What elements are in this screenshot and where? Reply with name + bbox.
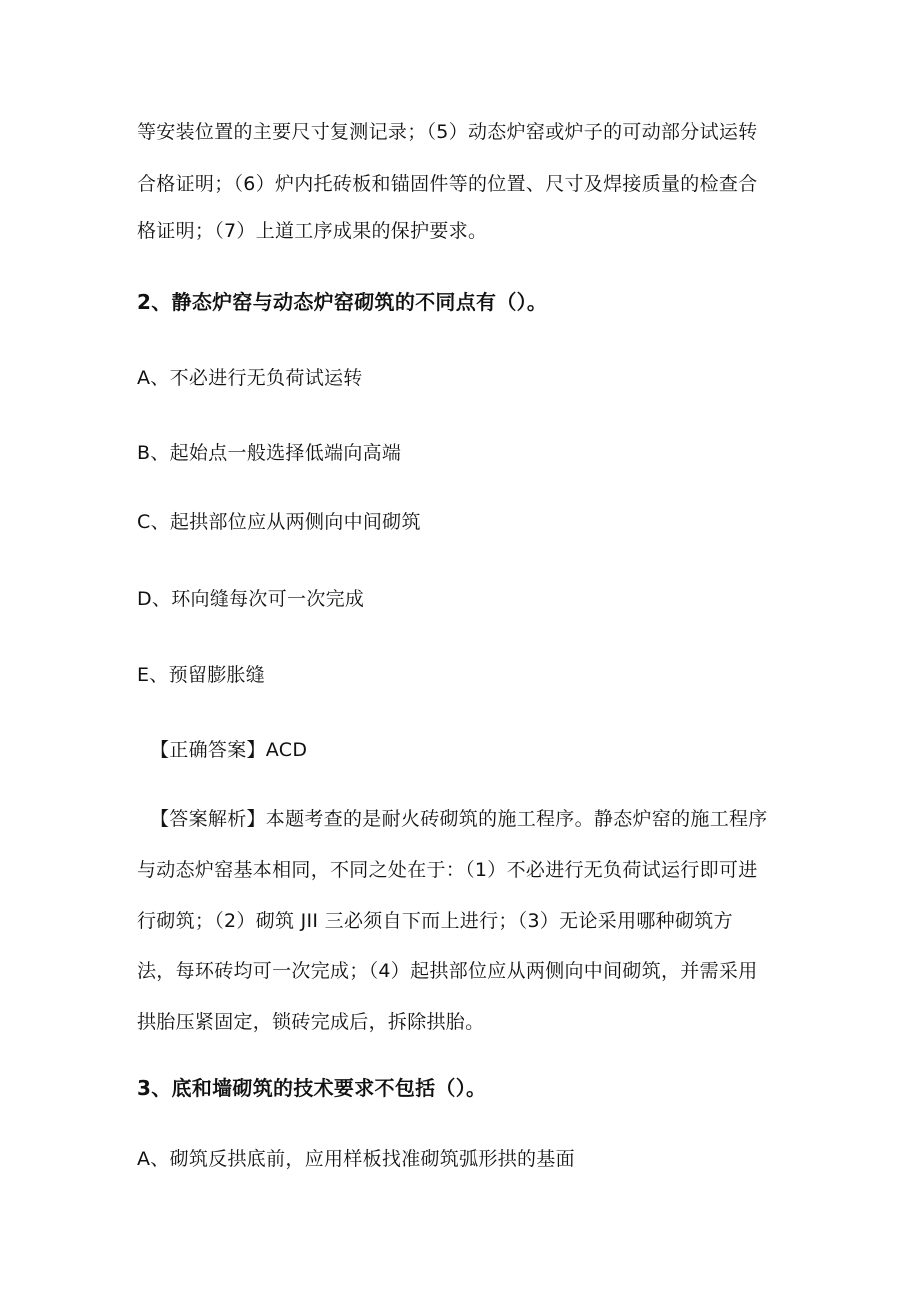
intro-line-3: 格证明；（7）上道工序成果的保护要求。 [137,220,488,242]
question-2-answer: 【正确答案】ACD [150,739,308,761]
question-2-analysis-line-1: 【答案解析】本题考查的是耐火砖砌筑的施工程序。静态炉窑的施工程序 [150,808,768,830]
question-3-title: 3、底和墙砌筑的技术要求不包括（）。 [137,1076,487,1100]
question-2-option-e: E、预留膨胀缝 [137,664,266,686]
question-2-analysis-line-4: 法，每环砖均可一次完成；（4）起拱部位应从两侧向中间砌筑，并需采用 [137,960,758,982]
question-2-option-a: A、不必进行无负荷试运转 [137,367,363,389]
intro-line-2: 合格证明；（6）炉内托砖板和锚固件等的位置、尺寸及焊接质量的检查合 [137,173,758,195]
question-2-analysis-line-5: 拱胎压紧固定，锁砖完成后，拆除拱胎。 [137,1011,485,1033]
intro-line-1: 等安装位置的主要尺寸复测记录；（5）动态炉窑或炉子的可动部分试运转 [137,121,758,143]
question-2-title: 2、静态炉窑与动态炉窑砌筑的不同点有（）。 [137,290,548,314]
question-3-option-a: A、砌筑反拱底前，应用样板找准砌筑弧形拱的基面 [137,1148,575,1170]
question-2-analysis-line-2: 与动态炉窑基本相同，不同之处在于：（1）不必进行无负荷试运行即可进 [137,859,758,881]
question-2-option-d: D、环向缝每次可一次完成 [137,588,365,610]
question-2-analysis-line-3: 行砌筑；（2）砌筑 JII 三必须自下而上进行；（3）无论采用哪种砌筑方 [137,910,733,932]
question-2-option-b: B、起始点一般选择低端向高端 [137,442,402,464]
question-2-option-c: C、起拱部位应从两侧向中间砌筑 [137,511,421,533]
